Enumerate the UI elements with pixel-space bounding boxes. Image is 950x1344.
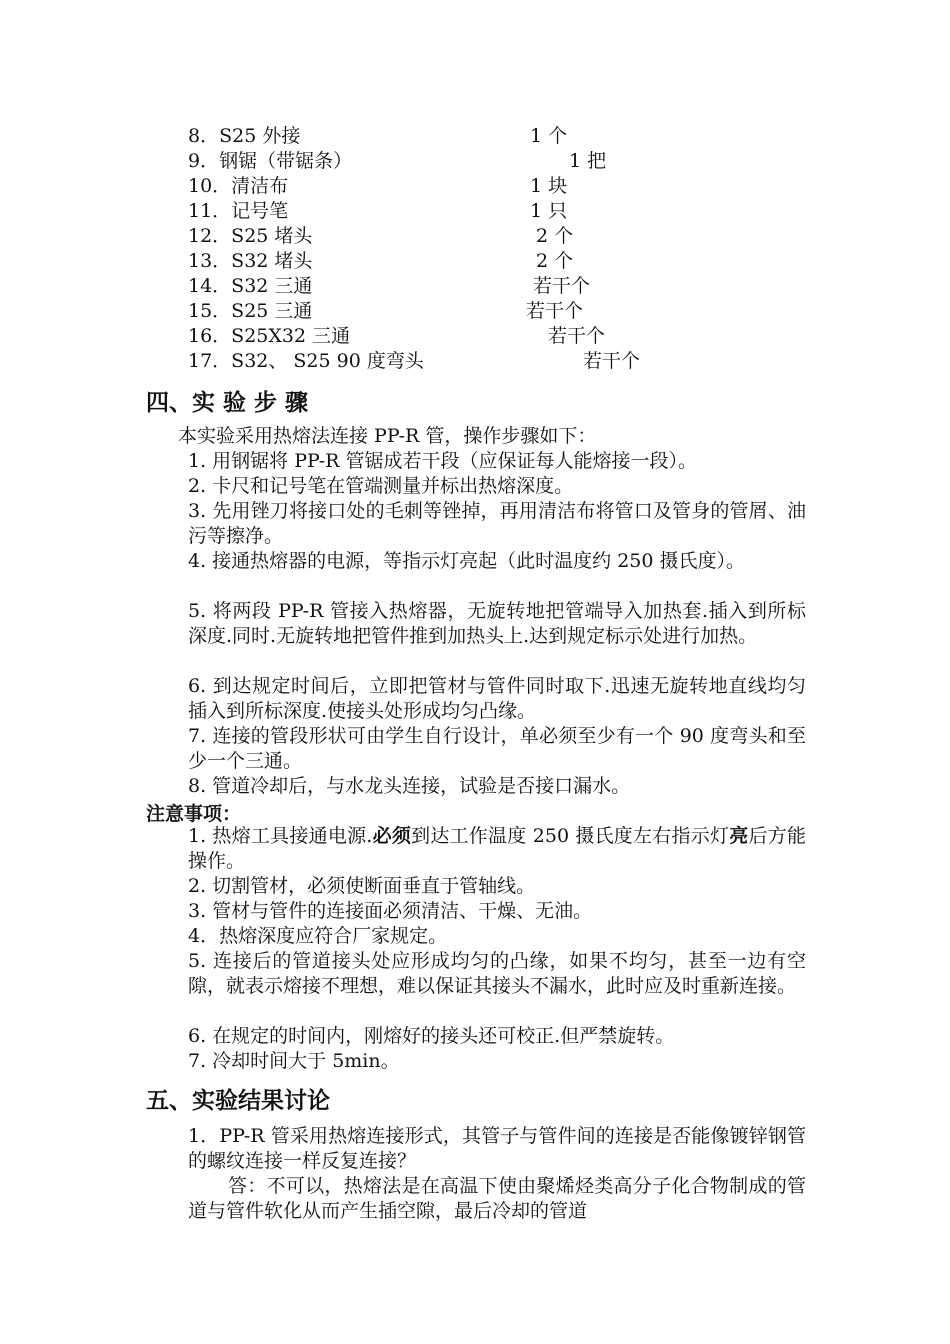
note-item: 1. 热熔工具接通电源.必须到达工作温度 250 摄氏度左右指示灯亮后方能操作。 xyxy=(188,825,806,872)
note-item: 7. 冷却时间大于 5min。 xyxy=(188,1050,400,1072)
step-item: 1. 用钢锯将 PP-R 管锯成若干段（应保证每人能熔接一段）。 xyxy=(188,450,698,472)
note-item: 4．热熔深度应符合厂家规定。 xyxy=(188,925,448,947)
step-item: 4. 接通热熔器的电源，等指示灯亮起（此时温度约 250 摄氏度）。 xyxy=(188,550,746,572)
note-item: 2. 切割管材，必须使断面垂直于管轴线。 xyxy=(188,875,536,897)
step-item: 8. 管道冷却后，与水龙头连接，试验是否接口漏水。 xyxy=(188,775,631,797)
section-heading-discussion: 五、实验结果讨论 xyxy=(146,1087,330,1114)
step-item: 6. 到达规定时间后，立即把管材与管件同时取下.迅速无旋转地直线均匀插入到所标深度.使接头处形成均匀凸缘。 xyxy=(188,675,806,722)
answer-text: 答：不可以，热熔法是在高温下使由聚烯烃类高分子化合物制成的管道与管件软化从而产生插空隙，最后冷却的管道 xyxy=(188,1175,806,1222)
section-heading-steps: 四、实 验 步 骤 xyxy=(146,389,309,416)
steps-intro: 本实验采用热熔法连接 PP-R 管，操作步骤如下： xyxy=(178,425,597,447)
notes-heading: 注意事项： xyxy=(146,803,242,825)
note-item: 3. 管材与管件的连接面必须清洁、干燥、无油。 xyxy=(188,900,593,922)
step-item: 7. 连接的管段形状可由学生自行设计，单必须至少有一个 90 度弯头和至少一个三通。 xyxy=(188,725,806,772)
question-item: 1．PP-R 管采用热熔连接形式，其管子与管件间的连接是否能像镀锌钢管的螺纹连接一样反复连接？ xyxy=(188,1125,806,1172)
step-item: 5. 将两段 PP-R 管接入热熔器，无旋转地把管端导入加热套.插入到所标深度.同时.无旋转地把管件推到加热头上.达到规定标示处进行加热。 xyxy=(188,600,806,647)
document-page: 8．S25 外接 1 个 9．钢锯（带锯条） 1 把 10．清洁布 1 块 11．记号笔 1 只 12．S25 堵头 2 个 13．S32 堵头 2 个 14．S32 三通 若干个 15．S25 三通 若干个 16．S25X32 三通 若干个 17．S32、 S25 90 度弯头 若干个 四、实 验 步 骤 本实验采用热熔法连接 PP-R 管，操作步骤如下： 1. 用钢锯将 PP-R 管锯成若干段（应保证每人能熔接一段）。 2. 卡尺和记号笔在管端测量并标出热熔深度。 3. 先用锉刀将接口处的毛刺等锉掉，再用清洁布将管口及管身的管屑、油污等擦净。 4. 接通热熔器的电源，等指示灯亮起（此时温度约 250 摄氏度）。 5. 将两段 PP-R 管接入热熔器，无旋转地把管端导入加热套.插入到所标深度.同时.无旋转地把管件推到加热头上.达到规定标示处进行加热。 6. 到达规定时间后，立即把管材与管件同时取下.迅速无旋转地直线均匀插入到所标深度.使接头处形成均匀凸缘。 7. 连接的管段形状可由学生自行设计，单必须至少有一个 90 度弯头和至少一个三通。 8. 管道冷却后，与水龙头连接，试验是否接口漏水。 注意事项： 1. 热熔工具接通电源.必须到达工作温度 250 摄氏度左右指示灯亮后方能操作。 2. 切割管材，必须使断面垂直于管轴线。 3. 管材与管件的连接面必须清洁、干燥、无油。 4．热熔深度应符合厂家规定。 5. 连接后的管道接头处应形成均匀的凸缘，如果不均匀，甚至一边有空隙，就表示熔接不理想，难以保证其接头不漏水，此时应及时重新连接。 6. 在规定的时间内，刚熔好的接头还可校正.但严禁旋转。 7. 冷却时间大于 5min。 五、实验结果讨论 1．PP-R 管采用热熔连接形式，其管子与管件间的连接是否能像镀锌钢管的螺纹连接一样反复连接？ 答：不可以，热熔法是在高温下使由聚烯烃类高分子化合物制成的管道与管件软化从而产生插空隙，最后冷却的管道 xyxy=(146,125,806,1222)
note-item: 5. 连接后的管道接头处应形成均匀的凸缘，如果不均匀，甚至一边有空隙，就表示熔接不理想，难以保证其接头不漏水，此时应及时重新连接。 xyxy=(188,950,806,997)
note-item: 6. 在规定的时间内，刚熔好的接头还可校正.但严禁旋转。 xyxy=(188,1025,675,1047)
step-item: 3. 先用锉刀将接口处的毛刺等锉掉，再用清洁布将管口及管身的管屑、油污等擦净。 xyxy=(188,500,806,547)
step-item: 2. 卡尺和记号笔在管端测量并标出热熔深度。 xyxy=(188,475,574,497)
